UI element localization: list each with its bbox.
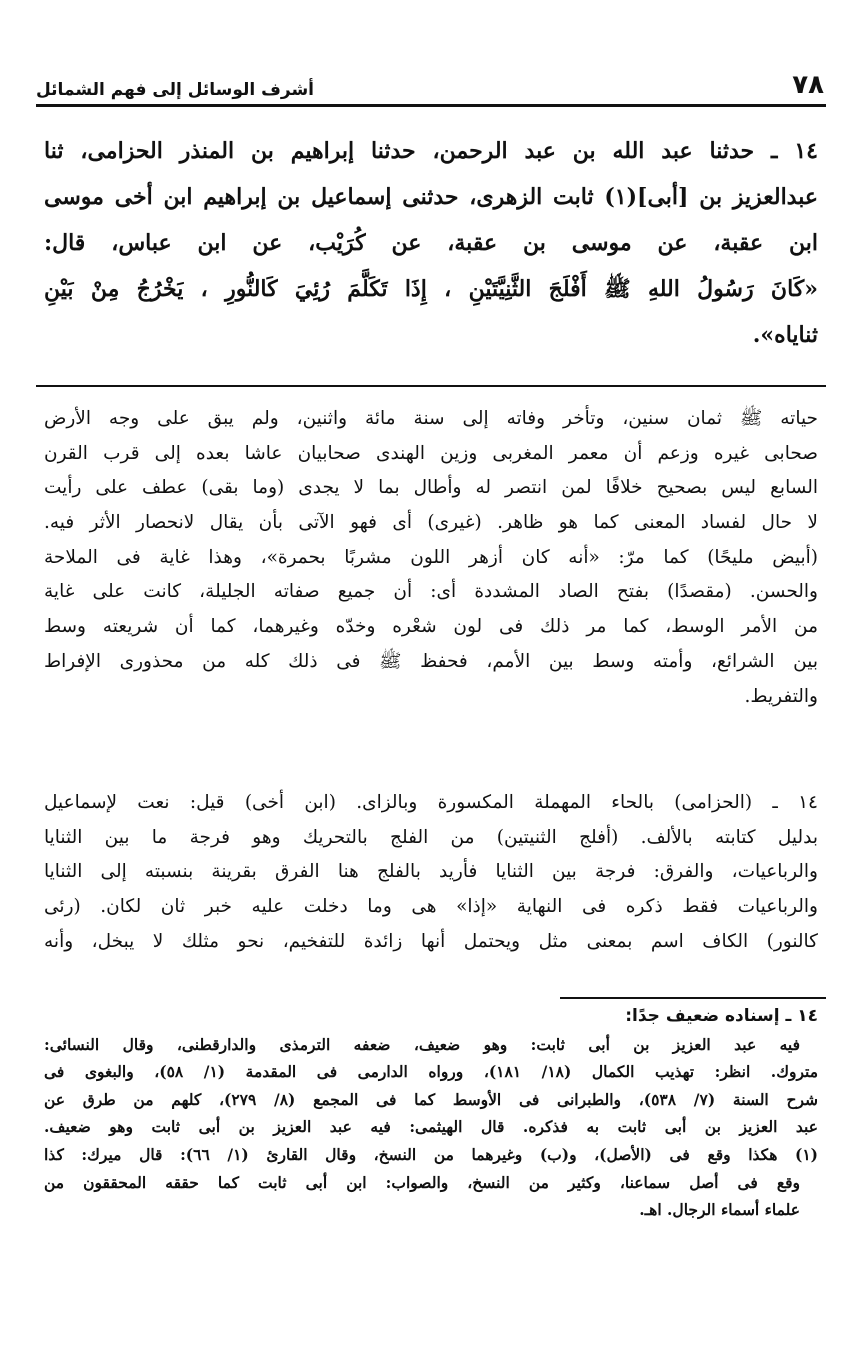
commentary-line: صحابى غيره وزعم أن معمر المغربى وزين الهندى صحابيان عاشا بعده إلى قرب القرن — [44, 442, 818, 464]
commentary-line: والرباعيات فقط ذكره فى النهاية «إذا» هى وما دخلت عليه خبر ثان لكان. (رئى — [44, 896, 818, 918]
commentary-line: والرباعيات، والفرق: فرجة بين الثنايا فأريد بالفلج هنا الفرق بقرينة بنسبته إلى الثنايا — [44, 861, 818, 883]
footnote-line: وقع فى أصل سماعنا، وكثير من النسخ، والصواب: ابن أبى ثابت كما حققه المحققون من — [44, 1172, 800, 1192]
header-rule — [36, 104, 826, 107]
hadith-line: ابن عقبة، عن موسى بن عقبة، عن كُرَيْب، عن ابن عباس، قال: — [44, 230, 818, 256]
hadith-line: ثناياه». — [752, 322, 818, 348]
footnote-divider — [560, 997, 826, 999]
commentary-line: السابع ليس بصحيح خلافًا لمن انتصر له وأطال بما لا يجدى (وما بقى) عطف على رأيت — [44, 477, 818, 499]
commentary-block-1 — [44, 402, 818, 714]
hadith-line: ١٤ ـ حدثنا عبد الله بن عبد الرحمن، حدثنا إبراهيم بن المنذر الحزامى، ثنا — [44, 138, 818, 164]
page-number: ٧٨ — [792, 70, 824, 100]
commentary-line: والتفريط. — [744, 685, 818, 707]
footnote-heading: ١٤ ـ إسناده ضعيف جدًا: — [625, 1006, 818, 1026]
hadith-text — [44, 128, 818, 358]
footnote-line: شرح السنة (٧/ ٥٣٨)، والطبرانى فى الأوسط كما فى المجمع (٨/ ٢٧٩)، كلهم من طرق عن — [44, 1089, 818, 1109]
commentary-line: لا حال لفساد المعنى كما هو ظاهر. (غيرى) أى فهو الآتى بأن يقال لانحصار الأثر فيه. — [44, 512, 818, 534]
footnote-line: عبد العزيز بن أبى ثابت به فذكره. قال الهيثمى: فيه عبد العزيز بن أبى ثابت وهو ضعيف. — [44, 1117, 818, 1137]
commentary-block-2 — [44, 786, 818, 959]
commentary-line: ١٤ ـ (الحزامى) بالحاء المهملة المكسورة وبالزاى. (ابن أخى) قيل: نعت لإسماعيل — [44, 792, 818, 813]
commentary-line: (أبيض مليحًا) كما مرّ: «أنه كان أزهر اللون مشربًا بحمرة»، وهذا غاية فى الملاحة — [44, 546, 818, 568]
footnote-line: (١) هكذا وقع فى (الأصل)، و(ب) وغيرهما من النسخ، وقال القارئ (١/ ٦٦): قال ميرك: كذا — [44, 1144, 818, 1164]
footnote-line: فيه عبد العزيز بن أبى ثابت: وهو ضعيف، ضعفه الترمذى والدارقطنى، وقال النسائى: — [44, 1034, 800, 1054]
page-header — [36, 64, 824, 100]
commentary-line: من الأمر الوسط، كما مر ذلك فى لون شعْره وخدّه وغيرهما، كما أن شريعته وسط — [44, 616, 818, 638]
running-title: أشرف الوسائل إلى فهم الشمائل — [36, 80, 315, 100]
commentary-line: حياته ﷺ ثمان سنين، وتأخر وفاته إلى سنة مائة واثنين، ولم يبق على وجه الأرض — [44, 408, 818, 429]
commentary-line: بين الشرائع، وأمته وسط بين الأمم، فحفظ ﷺ فى ذلك كله من محذورى الإفراط — [44, 650, 818, 672]
footnote-line: متروك. انظر: تهذيب الكمال (١٨/ ١٨١)، ورواه الدارمى فى المقدمة (١/ ٥٨)، والبغوى فى — [44, 1062, 818, 1082]
commentary-line: كالنور) الكاف اسم بمعنى مثل ويحتمل أنها زائدة للتفخيم، نحو مثلك لا يبخل، وأنه — [44, 930, 818, 952]
commentary-line: بدليل كتابته بالألف. (أفلج الثنيتين) من الفلج بالتحريك وهو فرجة ما بين الثنايا — [44, 826, 818, 848]
footnote-line: علماء أسماء الرجال. اهـ. — [639, 1200, 800, 1220]
hadith-line: «كَانَ رَسُولُ اللهِ ﷺ أَفْلَجَ الثَّنِيَّتَيْنِ ، إِذَا تَكَلَّمَ رُئِيَ كَالنُّورِ ، يَخْرُجُ مِنْ بَيْنِ — [44, 276, 818, 302]
footnotes — [44, 1003, 818, 1224]
commentary-line: والحسن. (مقصدًا) بفتح الصاد المشددة أى: أن جميع صفاته الجليلة، كانت على غاية — [44, 581, 818, 603]
commentary-divider — [36, 385, 826, 387]
hadith-line: عبدالعزيز بن [أبى](١) ثابت الزهرى، حدثنى إسماعيل بن إبراهيم ابن أخى موسى — [44, 184, 818, 210]
